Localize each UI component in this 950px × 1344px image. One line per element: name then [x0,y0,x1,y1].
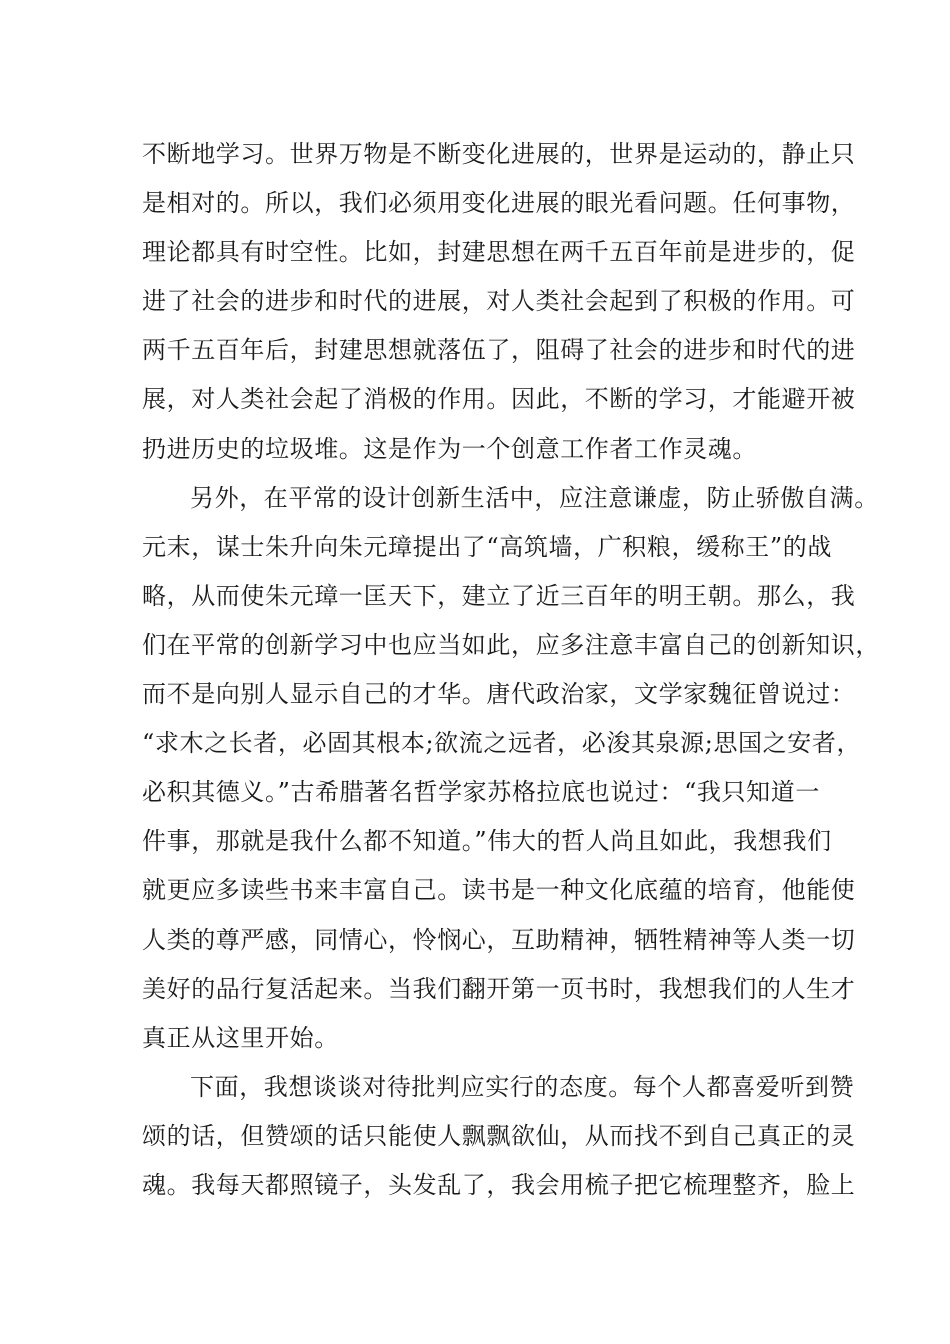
text-line: 是相对的。所以，我们必须用变化进展的眼光看问题。任何事物， [142,189,856,218]
text-line: 展，对人类社会起了消极的作用。因此，不断的学习，才能避开被 [142,385,856,414]
text-line: 不断地学习。世界万物是不断变化进展的，世界是运动的，静止只 [142,140,856,168]
text-line: 就更应多读些书来丰富自己。读书是一种文化底蕴的培育，他能使 [142,876,856,905]
text-line: 们在平常的创新学习中也应当如此，应多注意丰富自己的创新知识， [142,630,880,659]
text-line: 件事，那就是我什么都不知道。”伟大的哲人尚且如此，我想我们 [142,827,832,856]
text-line: 魂。我每天都照镜子，头发乱了，我会用梳子把它梳理整齐，脸上 [142,1170,856,1199]
paragraph-start-line: 下面，我想谈谈对待批判应实行的态度。每个人都喜爱听到赞 [190,1072,855,1101]
text-line: 元末，谋士朱升向朱元璋提出了“高筑墙，广积粮，缓称王”的战 [142,532,832,561]
text-line: 人类的尊严感，同情心，怜悯心，互助精神，牺牲精神等人类一切 [142,925,856,954]
text-line: 颂的话，但赞颂的话只能使人飘飘欲仙，从而找不到自己真正的灵 [142,1121,856,1150]
text-line: 理论都具有时空性。比如，封建思想在两千五百年前是进步的，促 [142,238,856,267]
text-line: 扔进历史的垃圾堆。这是作为一个创意工作者工作灵魂。 [142,434,757,463]
paragraph-start-line: 另外，在平常的设计创新生活中，应注意谦虚，防止骄傲自满。 [190,483,879,512]
text-line: 真正从这里开始。 [142,1023,339,1052]
text-line: 两千五百年后，封建思想就落伍了，阻碍了社会的进步和时代的进 [142,336,856,365]
text-line: 而不是向别人显示自己的才华。唐代政治家，文学家魏征曾说过： [142,680,856,709]
text-line: 进了社会的进步和时代的进展，对人类社会起到了积极的作用。可 [142,287,856,316]
body-text [142,130,880,1210]
text-line: 略，从而使朱元璋一匡天下，建立了近三百年的明王朝。那么，我 [142,581,856,610]
text-line: 美好的品行复活起来。当我们翻开第一页书时，我想我们的人生才 [142,974,856,1003]
text-line: 必积其德义。”古希腊著名哲学家苏格拉底也说过：“我只知道一 [142,778,820,807]
text-line: “求木之长者，必固其根本;欲流之远者，必浚其泉源;思国之安者， [142,729,862,758]
